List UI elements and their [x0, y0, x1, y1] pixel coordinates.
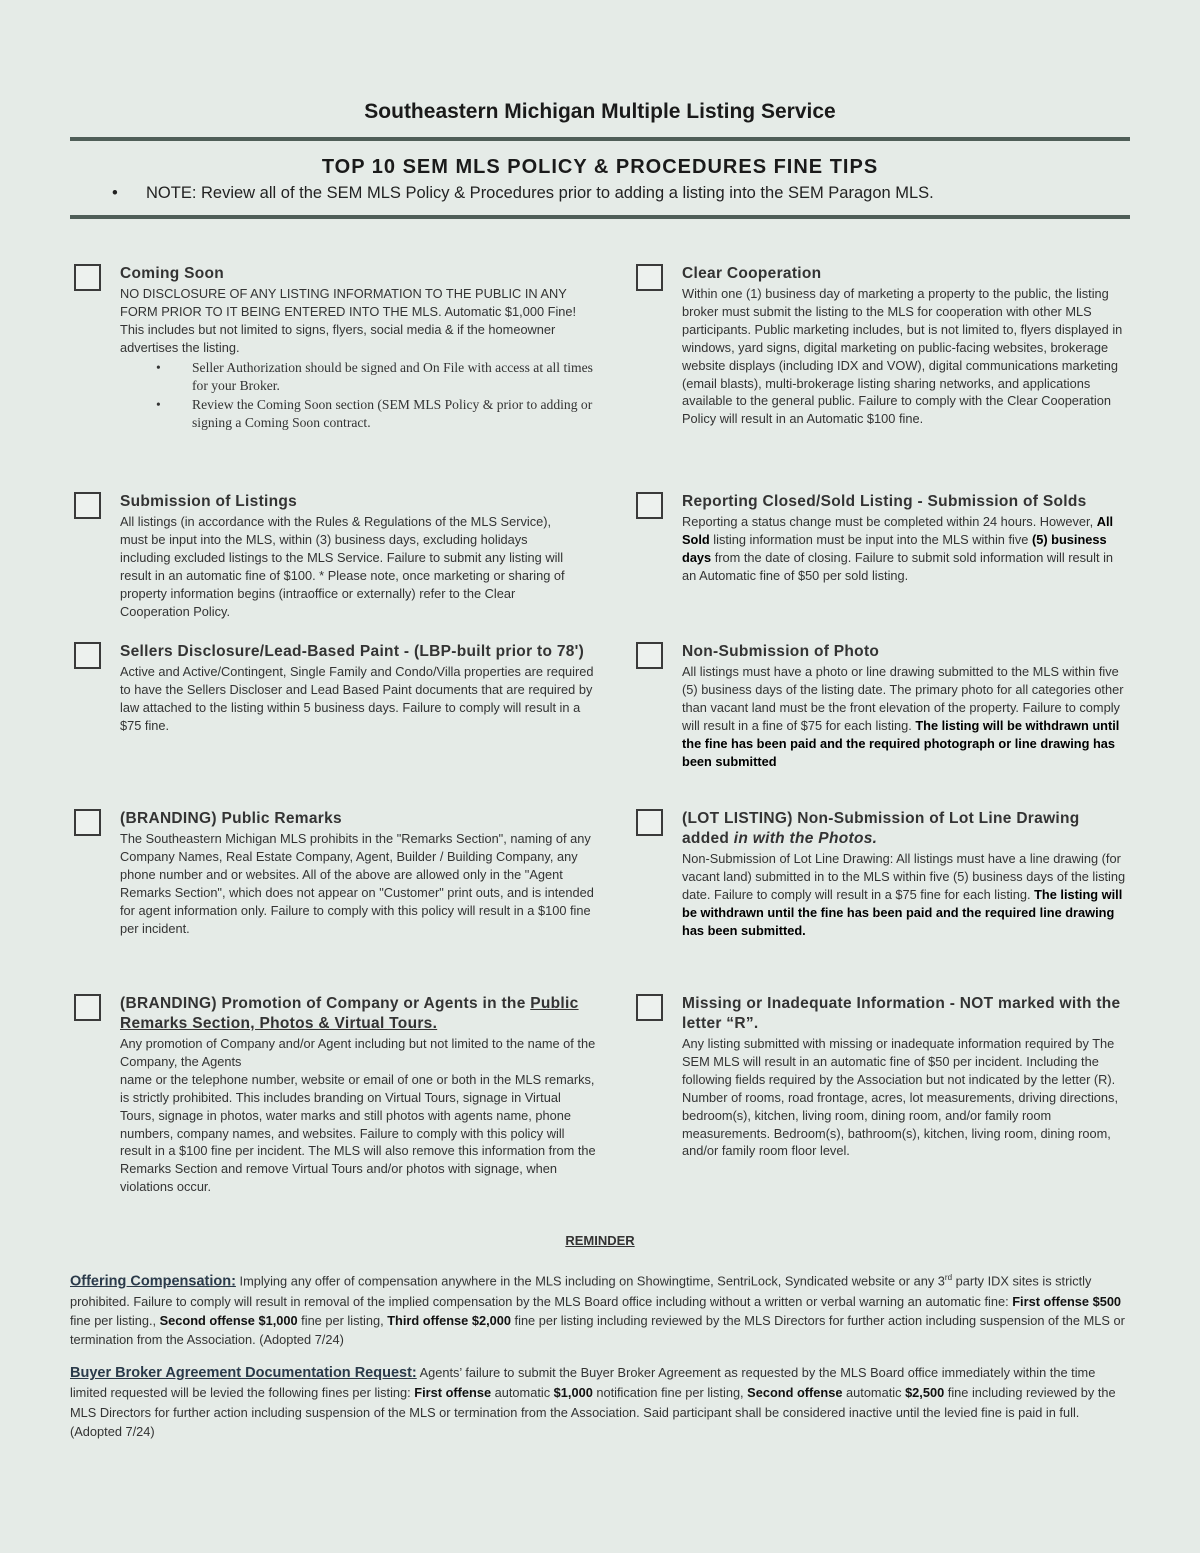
- paragraph-text: Implying any offer of compensation anywhere in the MLS including on Showingtime, SentriLock, Syndicated website or any 3: [235, 1273, 945, 1289]
- paragraph-text: automatic: [842, 1385, 906, 1401]
- tip-title: [120, 994, 596, 1034]
- title-italic: in with the Photos.: [733, 830, 878, 847]
- body-text: listing information must be input into the MLS within five: [709, 531, 1032, 547]
- tip-title: Submission of Listings: [120, 493, 298, 510]
- divider: [70, 215, 1130, 219]
- superscript: rd: [944, 1273, 953, 1282]
- checkbox-coming-soon[interactable]: [74, 264, 101, 291]
- body-bold: All Sold: [682, 514, 1114, 547]
- tip-body: All listings (in accordance with the Rules & Regulations of the MLS Service), must be input into the MLS, within (3) business days, excluding holidays including excluded listings to the MLS Service. Failure to submit any listing will result in an automatic fine of $100. * Please note, once marketing or sharing of property information begins (intraoffice or externally) refer to the Clear Cooperation Policy.: [120, 514, 565, 619]
- tip-body: The Southeastern Michigan MLS prohibits in the "Remarks Section", naming of any Company Names, Real Estate Company, Agent, Builder / Building Company, any phone number and or websites. All of the above are allowed only in the "Agent Remarks Section", which does not appear on "Customer" print outs, and is intended for agent information only. Failure to comply with this policy will result in a $100 fine per incident.: [120, 831, 594, 936]
- note-bullet: •: [112, 184, 118, 202]
- tip-body: Any listing submitted with missing or inadequate information required by The SEM MLS will result in an automatic fine of $50 per incident. Including the following fields required by the Association but not indicated by the letter (R). Number of rooms, road frontage, acres, lot measurements, driving directions, bedroom(s), kitchen, living room, dining room, and/or family room measurements. Bedroom(s), bathroom(s), kitchen, living room, dining room, and/or family room floor level.: [682, 1036, 1118, 1159]
- paragraph-lead: Buyer Broker Agreement Documentation Request:: [70, 1365, 417, 1381]
- paragraph-text: fine per listing including reviewed by the MLS Directors for further action including suspension of the MLS or termination from the Association. (Adopted 7/24): [70, 1312, 1125, 1348]
- checkbox-submission-of-listings[interactable]: [74, 492, 101, 519]
- note-text: NOTE: Review all of the SEM MLS Policy & Procedures prior to adding a listing into the SEM Paragon MLS.: [146, 184, 934, 202]
- paragraph-text: notification fine per listing,: [592, 1385, 748, 1401]
- paragraph-bold: Third offense $2,000: [387, 1312, 511, 1328]
- page-title: TOP 10 SEM MLS POLICY & PROCEDURES FINE TIPS: [321, 156, 879, 178]
- checkbox-sellers-disclosure[interactable]: [74, 642, 101, 669]
- tip-body: Any promotion of Company and/or Agent including but not limited to the name of the Company, the Agents name or the telephone number, website or email of one or both in the MLS remarks, is strictly prohibited. This includes branding on Virtual Tours, signage in Virtual Tours, signage in photos, water marks and still photos with agents name, phone numbers, company names, and websites. Failure to comply with this policy will result in a $100 fine per incident. The MLS will also remove this information from the Remarks Section and remove Virtual Tours and/or photos with signage, when violations occur.: [120, 1036, 596, 1195]
- paragraph-lead: Offering Compensation:: [70, 1273, 236, 1290]
- paragraph-text: party IDX sites is strictly prohibited. Failure to comply will result in removal of the implied compensation by the MLS Board office including without a written or verbal warning an automatic fine:: [70, 1273, 1092, 1309]
- tip-title: Reporting Closed/Sold Listing - Submission of Solds: [682, 493, 1087, 510]
- organization-name: Southeastern Michigan Multiple Listing Service: [364, 100, 836, 123]
- offering-compensation-paragraph: [70, 1268, 1132, 1349]
- paragraph-text: fine including reviewed by the MLS Directors for further action including suspension of the MLS or termination from the Association. Said participant shall be considered inactive until the levied fine is paid in full. (Adopted 7/24): [70, 1385, 1116, 1439]
- note-line: [112, 184, 934, 203]
- paragraph-text: fine per listing.,: [70, 1312, 160, 1328]
- checkbox-non-submission-photo[interactable]: [636, 642, 663, 669]
- paragraph-bold: $2,500: [905, 1385, 945, 1401]
- tip-title: Missing or Inadequate Information - NOT marked with the letter “R”.: [682, 995, 1121, 1032]
- tip-body: Active and Active/Contingent, Single Family and Condo/Villa properties are required to have the Sellers Discloser and Lead Based Paint documents that are required by law attached to the listing within 5 business days. Failure to comply will result in a $75 fine.: [120, 664, 594, 733]
- tip-body: This includes but not limited to signs, flyers, social media & if the homeowner advertises the listing.: [120, 321, 556, 355]
- body-text: from the date of closing. Failure to submit sold information will result in an Automatic fine of $50 per sold listing.: [682, 549, 1114, 583]
- tip-title: Clear Cooperation: [682, 265, 822, 282]
- checkbox-reporting-closed-sold[interactable]: [636, 492, 663, 519]
- tip-title: (BRANDING) Public Remarks: [120, 810, 342, 827]
- paragraph-text: fine per listing,: [297, 1312, 388, 1328]
- title-underlined: Public Remarks Section, Photos & Virtual Tours.: [120, 995, 579, 1032]
- paragraph-bold: First offense: [414, 1385, 492, 1401]
- paragraph-text: automatic: [491, 1385, 554, 1401]
- title-text: (LOT LISTING) Non-Submission of Lot Line Drawing added: [682, 810, 1080, 847]
- title-text: (BRANDING) Promotion of Company or Agents in the: [120, 995, 531, 1012]
- body-text: All listings must have a photo or line drawing submitted to the MLS within five (5) business days of the listing date. The primary photo for all categories other than vacant land must be the front elevation of the property. Failure to comply will result in a fine of $75 for each listing.: [682, 664, 1124, 733]
- tip-body: [682, 850, 1128, 940]
- reminder-heading: REMINDER: [565, 1233, 635, 1248]
- tip-body: [682, 663, 1130, 770]
- checkbox-lot-listing[interactable]: [636, 809, 663, 836]
- tip-title: [682, 809, 1128, 849]
- body-text: Reporting a status change must be completed within 24 hours. However,: [682, 514, 1097, 529]
- checkbox-clear-cooperation[interactable]: [636, 264, 663, 291]
- list-item: • Review the Coming Soon section (SEM MLS Policy & prior to adding or signing a Coming Soon contract.: [120, 396, 600, 433]
- paragraph-bold: $1,000: [553, 1385, 593, 1401]
- paragraph-text: Agents’ failure to submit the Buyer Broker Agreement as requested by the MLS Board office immediately within the time limited requested will be levied the following fines per listing:: [70, 1365, 1096, 1401]
- body-bold: The listing will be withdrawn until the fine has been paid and the required line drawing has been submitted.: [682, 886, 1123, 938]
- body-text: Non-Submission of Lot Line Drawing: All listings must have a line drawing (for vacant land) submitted in to the MLS within five (5) business days of the listing date. Failure to comply will result in a $75 fine for each listing.: [682, 851, 1126, 902]
- checkbox-missing-information[interactable]: [636, 994, 663, 1021]
- tip-body: Within one (1) business day of marketing a property to the public, the listing broker must submit the listing to the MLS for cooperation with other MLS participants. Public marketing includes, but is not limited to, flyers displayed in windows, yard signs, digital marketing on public-facing websites, brokerage website displays (including IDX and VOW), digital communications marketing (email blasts), multi-brokerage listing sharing networks, and applications available to the general public. Failure to comply with the Clear Cooperation Policy will result in an Automatic $100 fine.: [682, 286, 1123, 427]
- tip-title: Coming Soon: [120, 265, 225, 282]
- list-item: • Seller Authorization should be signed and On File with access at all times for your Broker.: [120, 359, 600, 396]
- divider: [70, 137, 1130, 141]
- tip-body-caps: NO DISCLOSURE OF ANY LISTING INFORMATION TO THE PUBLIC IN ANY FORM PRIOR TO IT BEING ENTERED INTO THE MLS. Automatic $1,000 Fine!: [120, 286, 577, 319]
- tip-bullet-list: [120, 359, 600, 433]
- paragraph-bold: Second offense: [747, 1385, 843, 1401]
- tip-body: [682, 513, 1130, 585]
- paragraph-bold: Second offense $1,000: [159, 1312, 298, 1328]
- tip-title: Sellers Disclosure/Lead-Based Paint - (LBP-built prior to 78'): [120, 643, 585, 660]
- paragraph-bold: First offense $500: [1012, 1293, 1122, 1309]
- tip-title: Non-Submission of Photo: [682, 643, 880, 660]
- checkbox-branding-promotion[interactable]: [74, 994, 101, 1021]
- buyer-broker-paragraph: [70, 1363, 1132, 1441]
- body-bold: (5) business days: [682, 531, 1107, 565]
- checkbox-branding-public-remarks[interactable]: [74, 809, 101, 836]
- body-bold: The listing will be withdrawn until the fine has been paid and the required photograph or line drawing has been submitted: [682, 717, 1120, 769]
